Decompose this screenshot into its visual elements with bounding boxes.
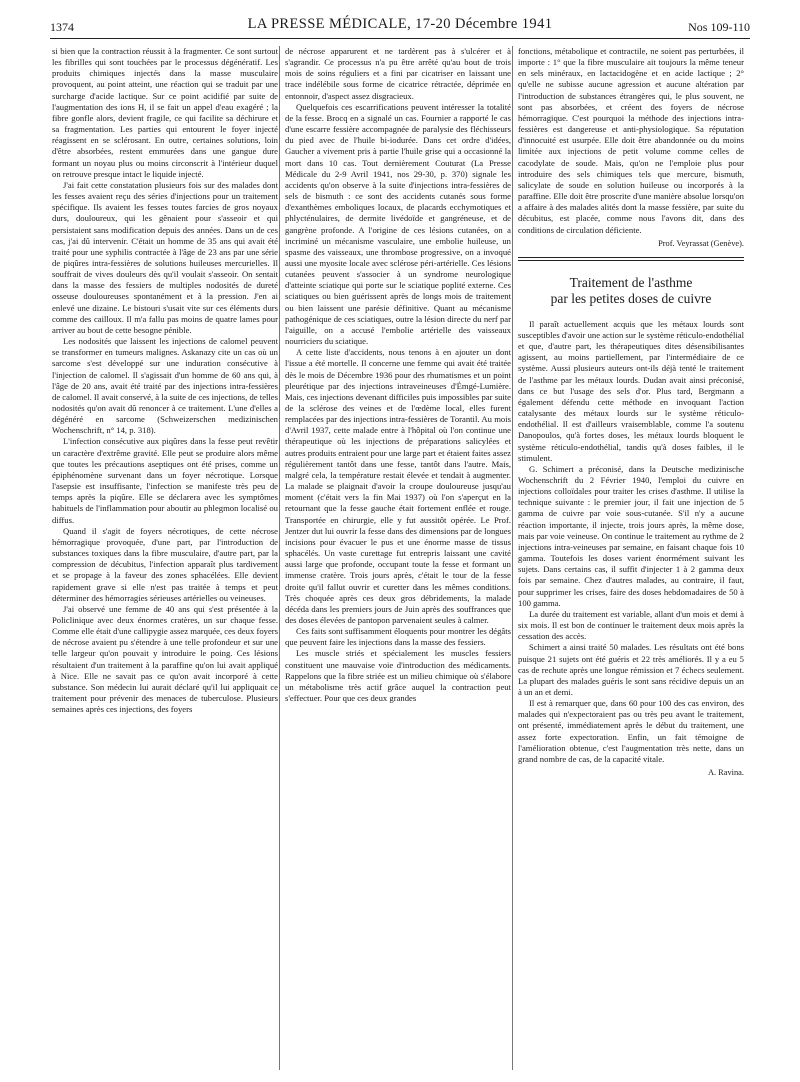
paragraph: La durée du traitement est variable, allant d'un mois et demi à six mois. Il est bon de continuer le traitement deux mois après la cessation des accès.: [518, 608, 744, 642]
journal-title: LA PRESSE MÉDICALE, 17-20 Décembre 1941: [247, 16, 553, 32]
column-1: [52, 46, 278, 715]
paragraph: de nécrose apparurent et ne tardèrent pas à s'ulcérer et à s'agrandir. Ce processus n'a pu être arrêté qu'au bout de trois mois de soins réguliers et a fini par cicatriser en laissant une trace indélébile sous forme de cicatrice rétractée, déprimée en entonnoir, d'aspect assez disgracieux.: [285, 46, 511, 101]
paragraph: Schimert a ainsi traité 50 malades. Les résultats ont été bons puisque 21 sujets ont été guéris et 22 très améliorés. Il y a eu 5 cas de rechute après une longue rémission et 7 échecs seulement. La plupart des malades guéris le sont sans récidive depuis un an à un an et demi.: [518, 642, 744, 697]
column-rule-left: [279, 46, 280, 1070]
author-signature: Prof. Veyrassat (Genève).: [658, 238, 744, 248]
paragraph: G. Schimert a préconisé, dans la Deutsche medizinische Wochenschrift du 2 Février 1940, l'emploi du cuivre en injections colloïdales pour traiter les crises d'asthme. Il utilise la technique suivante : le premier jour, il fait une injection de 5 gamma de cuivre par voie sous-cutanée. S'il n'y a aucune réaction importante, il injecte, trois jours après, la même dose, mais par voie veineuse. On continue le traitement au rythme de 2 injections intra-veineuses par semaine, en faisant chaque fois 10 gamma. Toutefois les doses varient énormément suivant les sujets. Dans certains cas, il suffit d'injecter 1 à 2 gamma deux fois par semaine. Chez d'autres malades, au contraire, il faut, pour supprimer les crises, faire des doses hebdomadaires de 50 à 100 gamma.: [518, 463, 744, 608]
paragraph: Quand il s'agit de foyers nécrotiques, de cette nécrose hémorragique provoquée, d'une part, par l'introduction de substances toxiques dans la fibre musculaire, d'autre part, par la compression de décubitus, l'infection apparaît plus tardivement et se propage à la faveur des zones sphacélées. Elle devient rapidement grave si elle n'est pas traitée à temps et peut déterminer des hémorragies sérieuses artérielles ou veineuses.: [52, 525, 278, 603]
paragraph: Il paraît actuellement acquis que les métaux lourds sont susceptibles d'avoir une action sur le système réticulo-endothélial et que, d'autre part, les thérapeutiques dites désensibilisantes agissent, au moins partiellement, par l'intermédiaire de ce système. Aussi plusieurs auteurs ont-ils déjà tenté le traitement de l'asthme par les métaux lourds. Dudan avait ainsi préconisé, dans ce but l'usage des sels d'or. Plus tard, Bergmann a également défendu cette méthode en invoquant l'action catalysante des métaux lourds sur le système réticulo-endothélial. Il est d'ailleurs vraisemblable, comme l'a soutenu Danopoulos, qu'à fortes doses, les métaux lourds bloquent le système réticulo-endothélial, tandis qu'à doses faibles, il le stimulent.: [518, 318, 744, 463]
paragraph: Les nodosités que laissent les injections de calomel peuvent se transformer en tumeurs malignes. Askanazy cite un cas où un sarcome s'est développé sur une induration consécutive à l'injection de calomel. Il s'agissait d'un homme de 60 ans qui, à l'âge de 20 ans, avait été traité par des injections intra-fessières de calomel. Il avait conservé, à la suite de ces injections, de telles nodosités qu'on avait dû renoncer à ce traitement. L'une d'elles a dégénéré en sarcome (Schweizerschen medizinischen Wochenschrift, n° 14, p. 318).: [52, 336, 278, 436]
page-number: 1374: [50, 20, 74, 34]
paragraph: Quelquefois ces escarrifications peuvent intéresser la totalité de la fesse. Brocq en a signalé un cas. Fournier a rapporté le cas d'une escarre fessière accompagnée de paralysie des fléchisseurs du pied avec de l'huile bi-iodurée. Dans cet ordre d'idées, Gaucher a vivement pris à partie l'huile grise qui a occasionné la mort dans 10 cas. Tout dernièrement Couturat (La Presse Médicale du 2-9 Avril 1941, nos 29-30, p. 370) signale les accidents qu'on observe à la suite d'injections intra-fessières de sels de bismuth : ce sont des accidents cutanés sous forme d'exanthèmes emboliques locaux, de placards ecchymotiques et phlycténulaires, de dermite livédoïde et gangréneuse, et de gangrène profonde. A l'origine de ces lésions cutanées, on a incriminé un mécanisme vasculaire, une embolie huileuse, un spasme des vaisseaux, une thrombose progressive, on a invoqué aussi une myosite locale avec sclérose péri-artérielle. Ces lésions cutanées peuvent s'associer à un syndrome neurologique d'atteinte sciatique qui porte sur le sciatique poplité externe. Ces sciatiques ou bien guérissent après de longs mois de traitement ou bien laissent une parésie définitive. Quant au mécanisme pathogénique de ces sciatiques, outre la lésion directe du nerf par l'aiguille, on a accusé l'embolie artérielle des vaisseaux nourriciers du sciatique.: [285, 101, 511, 347]
article-title-line-2: par les petites doses de cuivre: [550, 290, 712, 306]
paragraph: L'infection consécutive aux piqûres dans la fesse peut revêtir un caractère d'extrême gravité. Elle peut se produire alors même que toutes les précautions aseptiques ont été prises, comme un épiphénomène survenant dans un foyer nécrotique. Lorsque l'asepsie est insuffisante, l'infection se manifeste très peu de temps après la piqûre. Elle se déclarera avec les symptômes habituels de l'inflammation pour aboutir au phlegmon localisé ou diffus.: [52, 436, 278, 525]
article-title-line-1: Traitement de l'asthme: [569, 274, 693, 290]
column-2: [285, 46, 511, 704]
paragraph: A cette liste d'accidents, nous tenons à en ajouter un dont l'issue a été mortelle. Il concerne une femme qui avait été traitée dès le mois de Décembre 1936 pour des rhumatismes et un point pleurétique par des injections intraveineuses d'Émgé-Lumière. Mais, ces injections devenant difficiles puis impossibles par suite de la sclérose des veines et de l'œdème local, elles furent remplacées par des injections intra-fessières de Torantil. Au mois d'Avril 1937, cette malade entre à l'hôpital où l'on continue une thérapeutique où les injections de préparations salicylées et autres produits entraient pour une large part et étaient faites assez régulièrement tantôt dans une fesse, tantôt dans l'autre. Mais, malgré cela, la température restait élevée et tendait à augmenter. La malade se plaignait d'avoir la croupe douloureuse jusqu'au moment (c'était vers la fin Mai 1937) où l'on s'aperçut en la retournant que la fesse gauche était fortement enflée et rouge. Transportée en chirurgie, elle y fut aussitôt opérée. Le Prof. Jentzer dut lui ouvrir la fesse dans des dimensions par de longues incisions pour évacuer le pus et une énorme masse de tissus sphacélés. Un vaste curettage fut entrepris laissant une cavité aussi large que profonde, occupant toute la fesse et formant un immense cratère. Trois jours après, c'était le tour de la fesse droite qu'il fallut ouvrir et curetter dans les mêmes conditions. Très choquée après ces deux gros débridements, la malade décéda dans les premiers jours de Juin après des souffrances que des doses élevées de pantopon parvenaient seules à calmer.: [285, 347, 511, 625]
article-divider: [518, 257, 744, 258]
column-rule-right: [512, 46, 513, 1070]
column-3: [518, 46, 744, 778]
paragraph: Les muscle striés et spécialement les muscles fessiers constituent une mauvaise voie d'introduction des médicaments. Rappelons que la fibre striée est un milieu chimique où s'élabore un métabolisme très actif grâce auquel la contraction peut s'effectuer. Pour que ces deux grandes: [285, 648, 511, 704]
article-divider-thin: [518, 260, 744, 261]
paragraph: Il est à remarquer que, dans 60 pour 100 des cas environ, des malades qui n'expectoraient pas ou très peu avant le traitement, ont présenté, immédiatement après le début du traitement, une assez forte expectoration. Enfin, un fait témoigne de l'amélioration obtenue, c'est l'augmentation très nette, dans un grand nombre de cas, de la capacité vitale.: [518, 698, 744, 764]
paragraph: Ces faits sont suffisamment éloquents pour montrer les dégâts que peuvent faire les injections dans la masse des fessiers.: [285, 626, 511, 648]
paragraph: si bien que la contraction réussit à la fragmenter. Ce sont surtout les fibrilles qui sont touchées par le processus dégénératif. Les produits chimiques injectés dans la masse musculaire provoquent, au point atteint, une réaction qui se traduit par une surcharge d'acide lactique. Sur ce point acidifié par suite de l'augmentation des ions H, il se fait un appel d'eau exagéré ; la fibre gonfle alors, devient fragile, ce qui facilite sa déchirure et sa fragmentation. Les parties qui entourent le foyer injecté réagissent en se sclérosant. En outre, certaines solutions, loin d'être absorbées, restent emmurées dans une gangue dure formant un noyau plus ou moins circonscrit à l'intérieur duquel on retrouve presque intact le liquide injecté.: [52, 46, 278, 179]
paragraph: fonctions, métabolique et contractile, ne soient pas perturbées, il importe : 1° que la fibre musculaire ait toujours la même teneur en sels minéraux, en lactacidogène et en acide lactique ; 2° qu'elle ne subisse aucune agression et aucune altération par l'introduction de substances étrangères qui, le plus souvent, ne sont pas absorbées, et créent des foyers de nécrose hémorragique. C'est pourquoi la méthode des injections intra-fessières est dangereuse et anti-physiologique. Sa réputation d'innocuité est usurpée. Elle doit être abandonnée ou du moins limitée aux injections de petit volume comme celles de cacodylate de soude. Mais, qu'on ne l'emploie plus pour introduire des sels chimiques tels que mercure, bismuth, salicylate de soude en solution huileuse ou incorporés à la paraffine. Elle doit être proscrite d'une manière absolue lorsqu'on a affaire à des malades alités dont la masse fessière, par suite du décubitus, est placée, comme nous l'avons dit, dans des conditions de circulation déficiente.: [518, 46, 744, 235]
article-body: [518, 319, 744, 765]
article-title: [518, 275, 744, 307]
paragraph: J'ai fait cette constatation plusieurs fois sur des malades dont les fesses avaient reçu des séries d'injections pour un traitement spécifique. Ils avaient les fesses toutes farcies de gros noyaux durs, douloureux, qui les gênaient pour s'asseoir et qui persistaient sans modification depuis des années. Dans un de ces cas, j'ai dû intervenir. C'était un homme de 35 ans qui avait été traité pour une syphilis contractée à l'âge de 23 ans par une série de piqûres intra-fessières de solutions huileuses mercurielles. Il souffrait de vives douleurs dès qu'il voulait s'asseoir. On sentait dans la masse des fessiers de multiples nodosités de dureté osseuse douloureuses spontanément et à la pression. J'en ai enlevé une dizaine. Le bistouri s'usait vite sur ces éléments durs comme des cailloux. Il m'a fallu pas moins de quatre lames pour arriver au bout de cette besogne pénible.: [52, 179, 278, 335]
issue-number: Nos 109-110: [688, 20, 750, 34]
author-signature: A. Ravina.: [707, 768, 744, 778]
paragraph: J'ai observé une femme de 40 ans qui s'est présentée à la Policlinique avec deux énormes cratères, un sur chaque fesse. Comme elle était d'une callipygie assez marquée, ces deux foyers de nécrose avaient pu s'étendre à une telle profondeur et sur une telle largeur qu'on pouvait y introduire le poing. Ces lésions résultaient d'un traitement à la paraffine qu'on lui avait appliqué à Nice. Elle ne savait pas ce qu'on avait incorporé à cette substance. Son médecin lui aurait déclaré qu'il lui appliquait ce traitement pour prévenir des menaces de tuberculose. Plusieurs semaines après ces injections, des foyers: [52, 603, 278, 715]
page-header: [50, 14, 750, 39]
